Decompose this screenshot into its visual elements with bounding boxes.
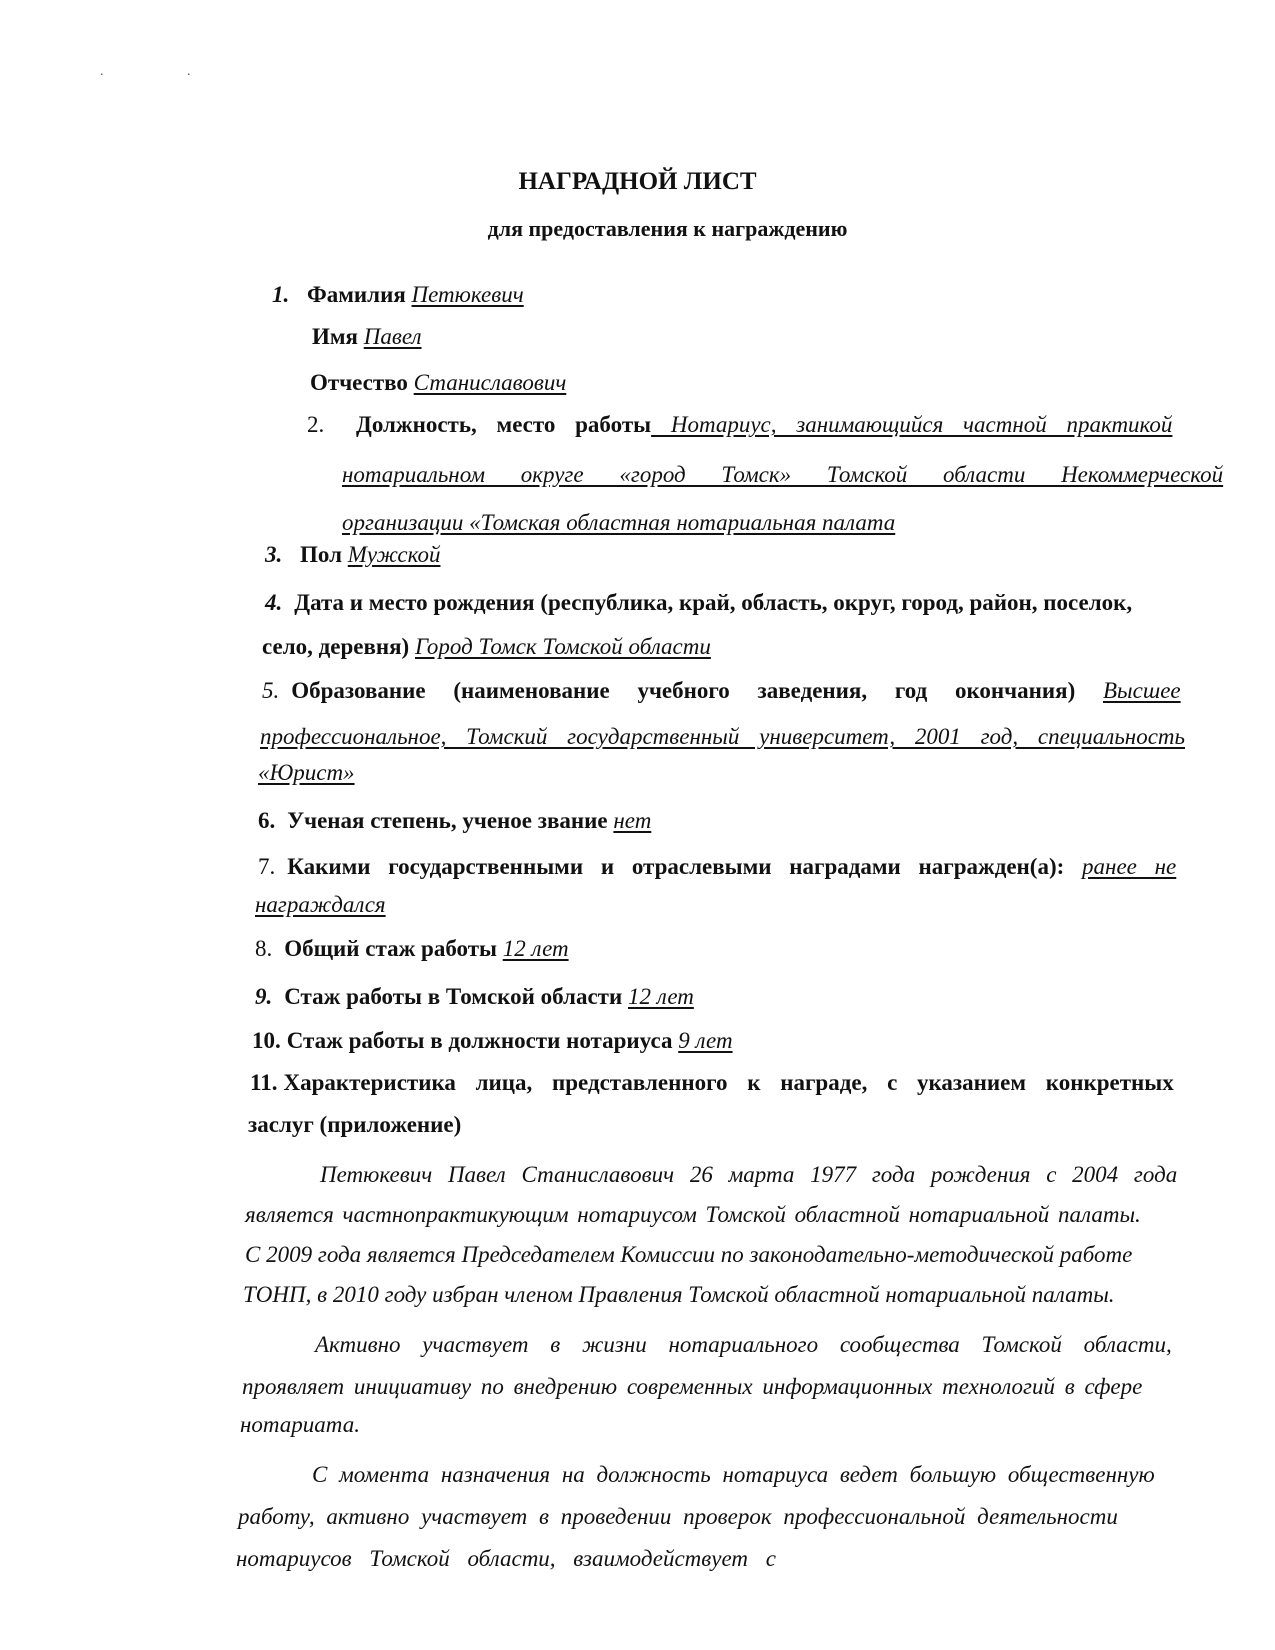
body-paragraph-3-line: нотариусов Томской области, взаимодействует с	[236, 1546, 776, 1571]
item-number: 8.	[255, 936, 273, 961]
item-number: 7.	[258, 854, 276, 879]
field-label: Пол	[300, 542, 342, 567]
field-label: Характеристика лица, представленного к награде, с указанием конкретных	[283, 1070, 1174, 1095]
field-education	[262, 676, 1181, 706]
field-label: Дата и место рождения (республика, край, область, округ, город, район, поселок,	[294, 590, 1133, 615]
body-paragraph-3: С момента назначения на должность нотариуса ведет большую общественную	[312, 1462, 1155, 1487]
field-value: Станиславович	[413, 370, 567, 395]
field-position-cont: нотариальном округе «город Томск» Томской области Некоммерческой	[342, 462, 1224, 487]
document-subtitle: для предоставления к награждению	[487, 216, 848, 241]
field-label: Имя	[312, 324, 358, 349]
field-region-experience	[255, 982, 694, 1012]
document-title: НАГРАДНОЙ ЛИСТ	[518, 168, 757, 195]
field-total-experience	[255, 934, 569, 964]
item-number: 4.	[265, 590, 283, 615]
field-sex	[265, 540, 440, 570]
body-paragraph-1: Петюкевич Павел Станиславович 26 марта 1977 года рождения с 2004 года	[320, 1162, 1178, 1187]
item-number: 3.	[265, 542, 283, 567]
body-paragraph-1-line: С 2009 года является Председателем Комиссии по законодательно-методической работе	[245, 1242, 1133, 1267]
body-paragraph-2-line: нотариата.	[240, 1412, 360, 1437]
item-number: 1.	[272, 282, 290, 307]
body-paragraph-2-line: проявляет инициативу по внедрению современных информационных технологий в сфере	[242, 1374, 1143, 1399]
field-value: 12 лет	[627, 984, 694, 1009]
field-label: Должность, место работы	[356, 412, 652, 437]
field-value: 9 лет	[678, 1028, 733, 1053]
field-label: Стаж работы в Томской области	[284, 984, 623, 1009]
field-value: ранее не	[1082, 854, 1177, 879]
field-value: 12 лет	[502, 936, 569, 961]
field-surname	[272, 280, 524, 310]
field-label: Образование (наименование учебного заведения, год окончания)	[291, 678, 1076, 703]
field-patronymic	[310, 368, 566, 398]
field-label: Стаж работы в должности нотариуса	[286, 1028, 673, 1053]
field-value: Город Томск Томской области	[414, 634, 711, 659]
field-value: Мужской	[347, 542, 441, 567]
scan-specks: . .	[100, 64, 231, 79]
field-education-cont: «Юрист»	[258, 760, 355, 785]
field-value: Петюкевич	[411, 282, 524, 307]
field-degree	[258, 806, 651, 836]
field-label: Отчество	[310, 370, 408, 395]
field-birth-cont	[262, 632, 711, 662]
field-awards-cont: награждался	[255, 892, 386, 917]
field-education-cont: профессиональное, Томский государственный университет, 2001 год, специальность	[260, 724, 1185, 749]
item-number: 10.	[252, 1028, 281, 1053]
field-label: Ученая степень, ученое звание	[287, 808, 608, 833]
body-paragraph-1-line: ТОНП, в 2010 году избран членом Правления Томской областной нотариальной палаты.	[243, 1282, 1115, 1307]
field-value: нет	[613, 808, 652, 833]
field-label: Какими государственными и отраслевыми наградами награжден(а):	[287, 854, 1065, 879]
field-characteristic	[250, 1068, 1174, 1098]
field-value: Высшее	[1103, 678, 1181, 703]
body-paragraph-1-line: является частнопрактикующим нотариусом Томской областной нотариальной палаты.	[245, 1202, 1141, 1227]
field-notary-experience	[252, 1026, 733, 1056]
field-value: Нотариус, занимающийся частной практикой	[651, 412, 1173, 437]
item-number: 6.	[258, 808, 276, 833]
body-paragraph-2: Активно участвует в жизни нотариального сообщества Томской области,	[315, 1332, 1172, 1357]
field-value: Павел	[363, 324, 422, 349]
field-label: Фамилия	[307, 282, 406, 307]
item-number: 5.	[262, 678, 280, 703]
field-awards	[258, 852, 1176, 882]
field-name	[312, 322, 422, 352]
field-position-cont: организации «Томская областная нотариальная палата	[342, 510, 896, 535]
item-number: 2.	[307, 412, 325, 437]
item-number: 11.	[250, 1070, 278, 1095]
field-characteristic-cont: заслуг (приложение)	[248, 1112, 462, 1137]
item-number: 9.	[255, 984, 273, 1009]
field-label: село, деревня)	[262, 634, 410, 659]
field-label: Общий стаж работы	[284, 936, 497, 961]
field-birth	[265, 588, 1132, 618]
field-position	[307, 410, 1172, 440]
body-paragraph-3-line: работу, активно участвует в проведении проверок профессиональной деятельности	[238, 1504, 1118, 1529]
